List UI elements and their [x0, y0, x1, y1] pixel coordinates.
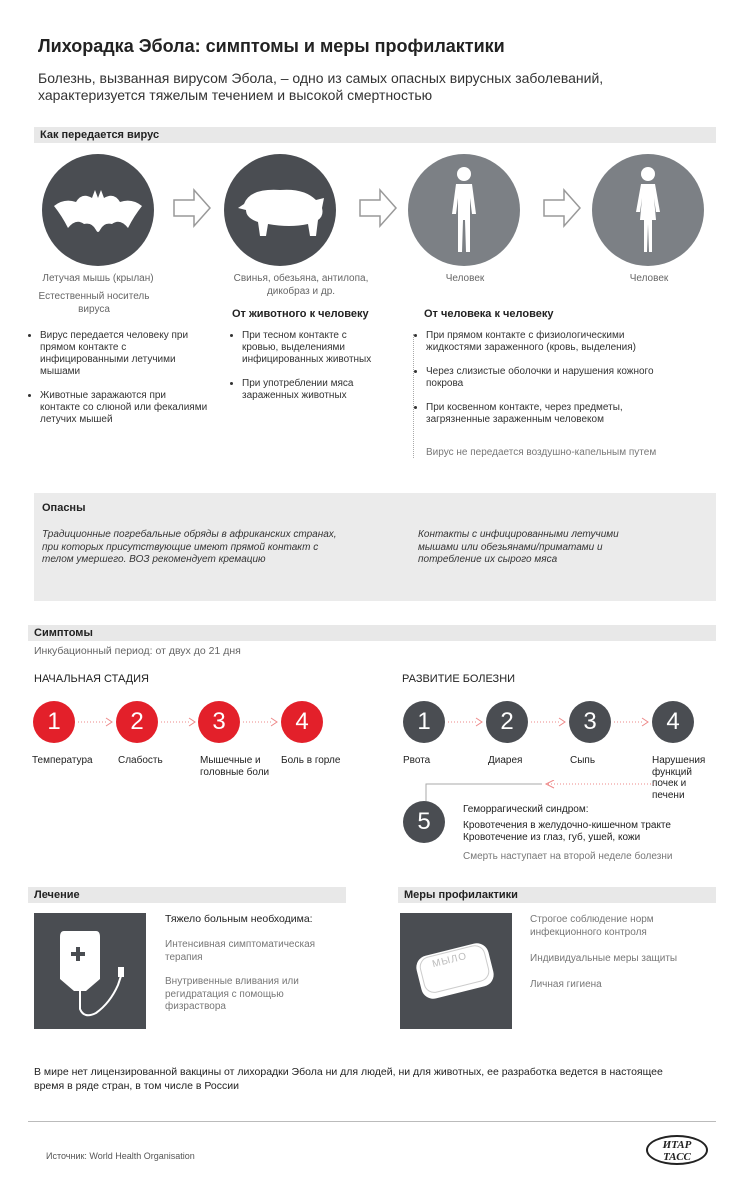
footer-divider: [28, 1121, 716, 1122]
itar-tass-logo: [646, 1135, 708, 1165]
section-heading-prevention: Меры профилактики: [398, 887, 716, 903]
section-heading-treatment: Лечение: [28, 887, 346, 903]
development-label-3: Сыпь: [570, 755, 596, 766]
human-to-human-bullets: [416, 330, 676, 438]
pig-icon: [224, 154, 336, 266]
logo-line2: ТАСС: [663, 1151, 691, 1163]
dash-arrow-icon: [612, 717, 652, 727]
list-item: • Вирус передается человеку при прямом контакте с инфицированными летучими мышами: [40, 330, 208, 378]
bat-circle: [42, 154, 154, 266]
natural-host-caption: Естественный носитель вируса: [38, 291, 150, 315]
arrow-icon: [358, 186, 398, 230]
airborne-note: Вирус не передается воздушно-капельным путем: [426, 447, 657, 458]
page-title: Лихорадка Эбола: симптомы и меры профилактики: [38, 36, 505, 56]
development-step-3: 3: [569, 701, 611, 743]
human-caption-1: Человек: [445, 273, 485, 284]
human-caption-2: Человек: [629, 273, 669, 284]
death-note: Смерть наступает на второй неделе болезни: [463, 851, 673, 862]
initial-label-3: Мышечные и головные боли: [200, 755, 270, 778]
iv-bag-box: [34, 913, 146, 1029]
prevention-item-2: Индивидуальные меры защиты: [530, 953, 678, 964]
development-label-1: Рвота: [403, 755, 431, 766]
bat-caption: Летучая мышь (крылан): [42, 273, 154, 284]
arrow-icon: [172, 186, 212, 230]
section-heading-transmission: Как передается вирус: [34, 127, 716, 143]
treatment-item-1: Интенсивная симптоматическая терапия: [165, 939, 316, 963]
list-item: • При тесном контакте с кровью, выделениями инфицированных животных: [242, 330, 382, 366]
initial-label-1: Температура: [32, 755, 93, 766]
section-heading-symptoms: Симптомы: [28, 625, 716, 641]
dash-arrow-icon: [241, 717, 281, 727]
initial-step-3: 3: [198, 701, 240, 743]
iv-bag-icon: [34, 913, 146, 1029]
prevention-item-1: Строгое соблюдение норм инфекционного контроля: [530, 914, 654, 938]
animal-to-human-heading: От животного к человеку: [232, 308, 369, 320]
dash-arrow-icon: [159, 717, 199, 727]
return-arrow-icon: [420, 780, 660, 806]
danger-right-text: Контакты с инфицированными летучими мышами или обезьянами/приматами и потребление их сырого мяса: [418, 529, 619, 565]
development-step-5: 5: [403, 801, 445, 843]
human-circle-2: [592, 154, 704, 266]
initial-step-2: 2: [116, 701, 158, 743]
hemorrhagic-line1: Кровотечения в желудочно-кишечном тракте: [463, 820, 671, 831]
initial-label-2: Слабость: [118, 755, 163, 766]
animal-caption: Свинья, обезьяна, антилопа, дикобраз и др.: [233, 273, 369, 297]
list-item: • При употреблении мяса зараженных животных: [242, 378, 382, 402]
soap-label: МЫЛО: [431, 950, 469, 971]
dash-arrow-icon: [446, 717, 486, 727]
source-text: Источник: World Health Organisation: [46, 1151, 195, 1161]
development-label-2: Диарея: [488, 755, 523, 766]
dash-arrow-icon: [529, 717, 569, 727]
arrow-icon: [542, 186, 582, 230]
initial-stage-title: НАЧАЛЬНАЯ СТАДИЯ: [34, 673, 149, 685]
dash-arrow-icon: [76, 717, 116, 727]
list-item: • Через слизистые оболочки и нарушения кожного покрова: [426, 366, 676, 390]
soap-box: [400, 913, 512, 1029]
divider: [413, 334, 415, 458]
treatment-intro: Тяжело больным необходима:: [165, 913, 313, 925]
prevention-item-3: Личная гигиена: [530, 979, 602, 990]
page-subtitle: Болезнь, вызванная вирусом Эбола, – одно из самых опасных вирусных заболеваний, характеризуется тяжелым течением и высокой смертностью: [38, 70, 604, 103]
bat-bullets: [30, 330, 208, 438]
pig-circle: [224, 154, 336, 266]
logo-line1: ИТАР: [662, 1139, 692, 1151]
hemorrhagic-line2: Кровотечение из глаз, губ, ушей, кожи: [463, 832, 641, 843]
human-icon: [408, 154, 520, 266]
list-item: • При прямом контакте с физиологическими жидкостями зараженного (кровь, выделения): [426, 330, 676, 354]
human-to-human-heading: От человека к человеку: [424, 308, 554, 320]
human-icon: [592, 154, 704, 266]
list-item: • Животные заражаются при контакте со слюной или фекалиями летучих мышей: [40, 390, 208, 426]
animal-to-human-bullets: [232, 330, 382, 414]
list-item: • При косвенном контакте, через предметы, загрязненные зараженным человеком: [426, 402, 676, 426]
initial-step-4: 4: [281, 701, 323, 743]
danger-heading: Опасны: [42, 502, 86, 514]
hemorrhagic-title: Геморрагический синдром:: [463, 804, 589, 815]
bat-icon: [42, 154, 154, 266]
soap-icon: [400, 913, 512, 1029]
development-label-4: Нарушения функций почек и печени: [652, 755, 706, 801]
development-step-1: 1: [403, 701, 445, 743]
incubation-text: Инкубационный период: от двух до 21 дня: [34, 645, 241, 657]
treatment-item-2: Внутривенные вливания или регидратация с помощью физраствора: [165, 976, 299, 1012]
initial-step-1: 1: [33, 701, 75, 743]
development-stage-title: РАЗВИТИЕ БОЛЕЗНИ: [402, 673, 516, 685]
development-step-2: 2: [486, 701, 528, 743]
initial-label-4: Боль в горле: [281, 755, 341, 766]
vaccine-note: В мире нет лицензированной вакцины от лихорадки Эбола ни для людей, ни для животных, ее разработка ведется в настоящее время в ряде стран, в том числе в России: [34, 1066, 663, 1092]
human-circle-1: [408, 154, 520, 266]
development-step-4: 4: [652, 701, 694, 743]
danger-left-text: Традиционные погребальные обряды в африканских странах, при которых присутствующие имеют прямой контакт с телом умершего. ВОЗ рекомендует кремацию: [42, 529, 337, 565]
